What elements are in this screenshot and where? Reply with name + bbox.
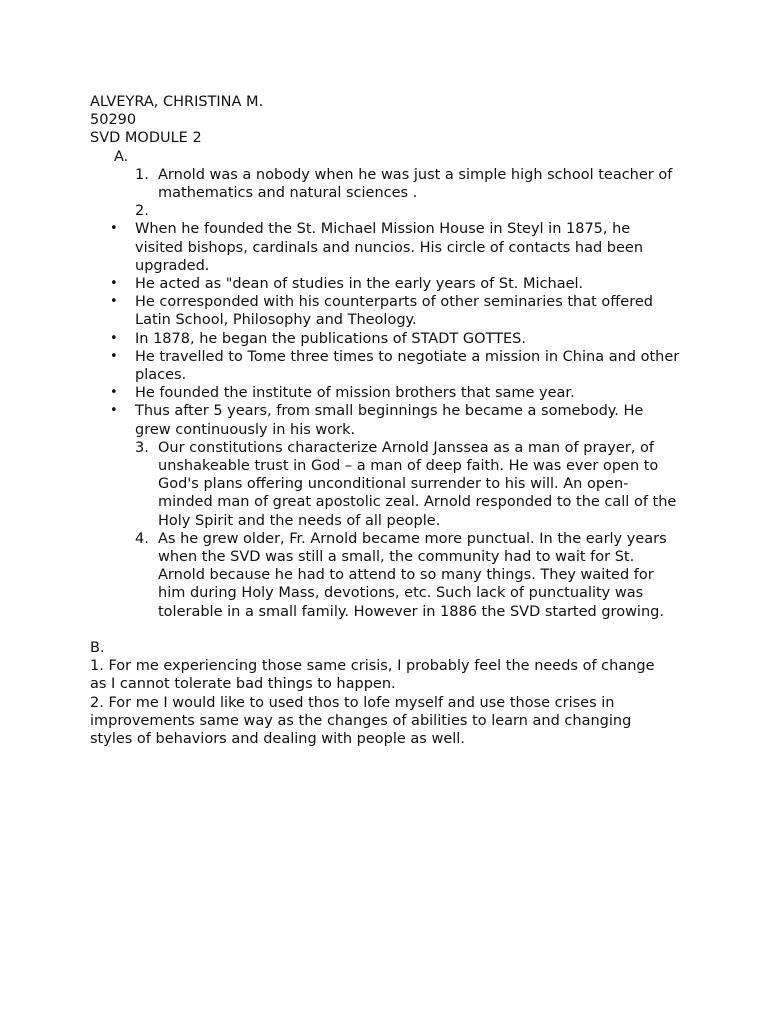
section-b-answer-2: 2. For me I would like to used thos to lofe myself and use those crises in improvements same way as the changes of abilities to learn and changing styles of behaviors and dealing with people as well. xyxy=(90,694,632,748)
list-number: 3. xyxy=(135,439,149,456)
bullet-text: When he founded the St. Michael Mission House in Steyl in 1875, he visited bishops, cardinals and nuncios. His circle of contacts had been upgraded. xyxy=(135,221,644,274)
bullet-text: He acted as "dean of studies in the early years of St. Michael. xyxy=(135,276,584,293)
student-id: 50290 xyxy=(90,112,137,129)
bullet-text: He corresponded with his counterparts of other seminaries that offered Latin School, Philosophy and Theology. xyxy=(135,294,653,329)
list-text: Arnold was a nobody when he was just a simple high school teacher of mathematics and natural sciences . xyxy=(158,166,673,202)
bullet-item xyxy=(90,402,680,438)
blank-line xyxy=(90,621,680,639)
section-b-answer-1: 1. For me experiencing those same crisis, I probably feel the needs of change as I cannot tolerate bad things to happen. xyxy=(90,658,655,693)
list-item-2 xyxy=(90,202,680,220)
bullet-icon: • xyxy=(110,348,118,364)
bullet-icon: • xyxy=(110,403,118,419)
student-name: ALVEYRA, CHRISTINA M. xyxy=(90,94,264,110)
section-b-label: B. xyxy=(90,640,105,657)
bullet-text: He travelled to Tome three times to negotiate a mission in China and other places. xyxy=(135,348,680,384)
bullet-icon: • xyxy=(110,221,118,237)
bullet-icon: • xyxy=(110,330,118,346)
list-item-1 xyxy=(90,166,680,202)
bullet-icon: • xyxy=(110,385,118,401)
bullet-icon: • xyxy=(110,294,118,310)
list-number: 4. xyxy=(135,530,149,547)
bullet-icon: • xyxy=(110,276,118,292)
bullet-item xyxy=(90,220,680,275)
bullet-item xyxy=(90,348,680,384)
bullet-item xyxy=(90,275,680,293)
list-number: 2. xyxy=(135,203,149,220)
bullet-text: In 1878, he began the publications of STADT GOTTES. xyxy=(135,330,526,347)
list-text: Our constitutions characterize Arnold Janssea as a man of prayer, of unshakeable trust in God – a man of deep faith. He was ever open to God's plans offering unconditional surrender to his will. An open-minded man of great apostolic zeal. Arnold responded to the call of the Holy Spirit and the needs of all people. xyxy=(158,439,677,529)
document-body xyxy=(90,93,680,748)
bullet-text: He founded the institute of mission brothers that same year. xyxy=(135,385,575,402)
list-text: As he grew older, Fr. Arnold became more punctual. In the early years when the SVD was still a small, the community had to wait for St. Arnold because he had to attend to so many things. They waited for him during Holy Mass, devotions, etc. Such lack of punctuality was tolerable in a small family. However in 1886 the SVD started growing. xyxy=(158,530,667,620)
bullet-item xyxy=(90,293,680,329)
bullet-text: Thus after 5 years, from small beginnings he became a somebody. He grew continuously in his work. xyxy=(135,403,644,438)
module-title: SVD MODULE 2 xyxy=(90,130,202,147)
list-number: 1. xyxy=(135,166,149,183)
section-a-label: A. xyxy=(114,148,129,165)
list-item-3 xyxy=(90,439,680,530)
bullet-item xyxy=(90,330,680,348)
bullet-item xyxy=(90,384,680,402)
section-a-heading xyxy=(90,148,680,166)
list-item-4 xyxy=(90,530,680,621)
